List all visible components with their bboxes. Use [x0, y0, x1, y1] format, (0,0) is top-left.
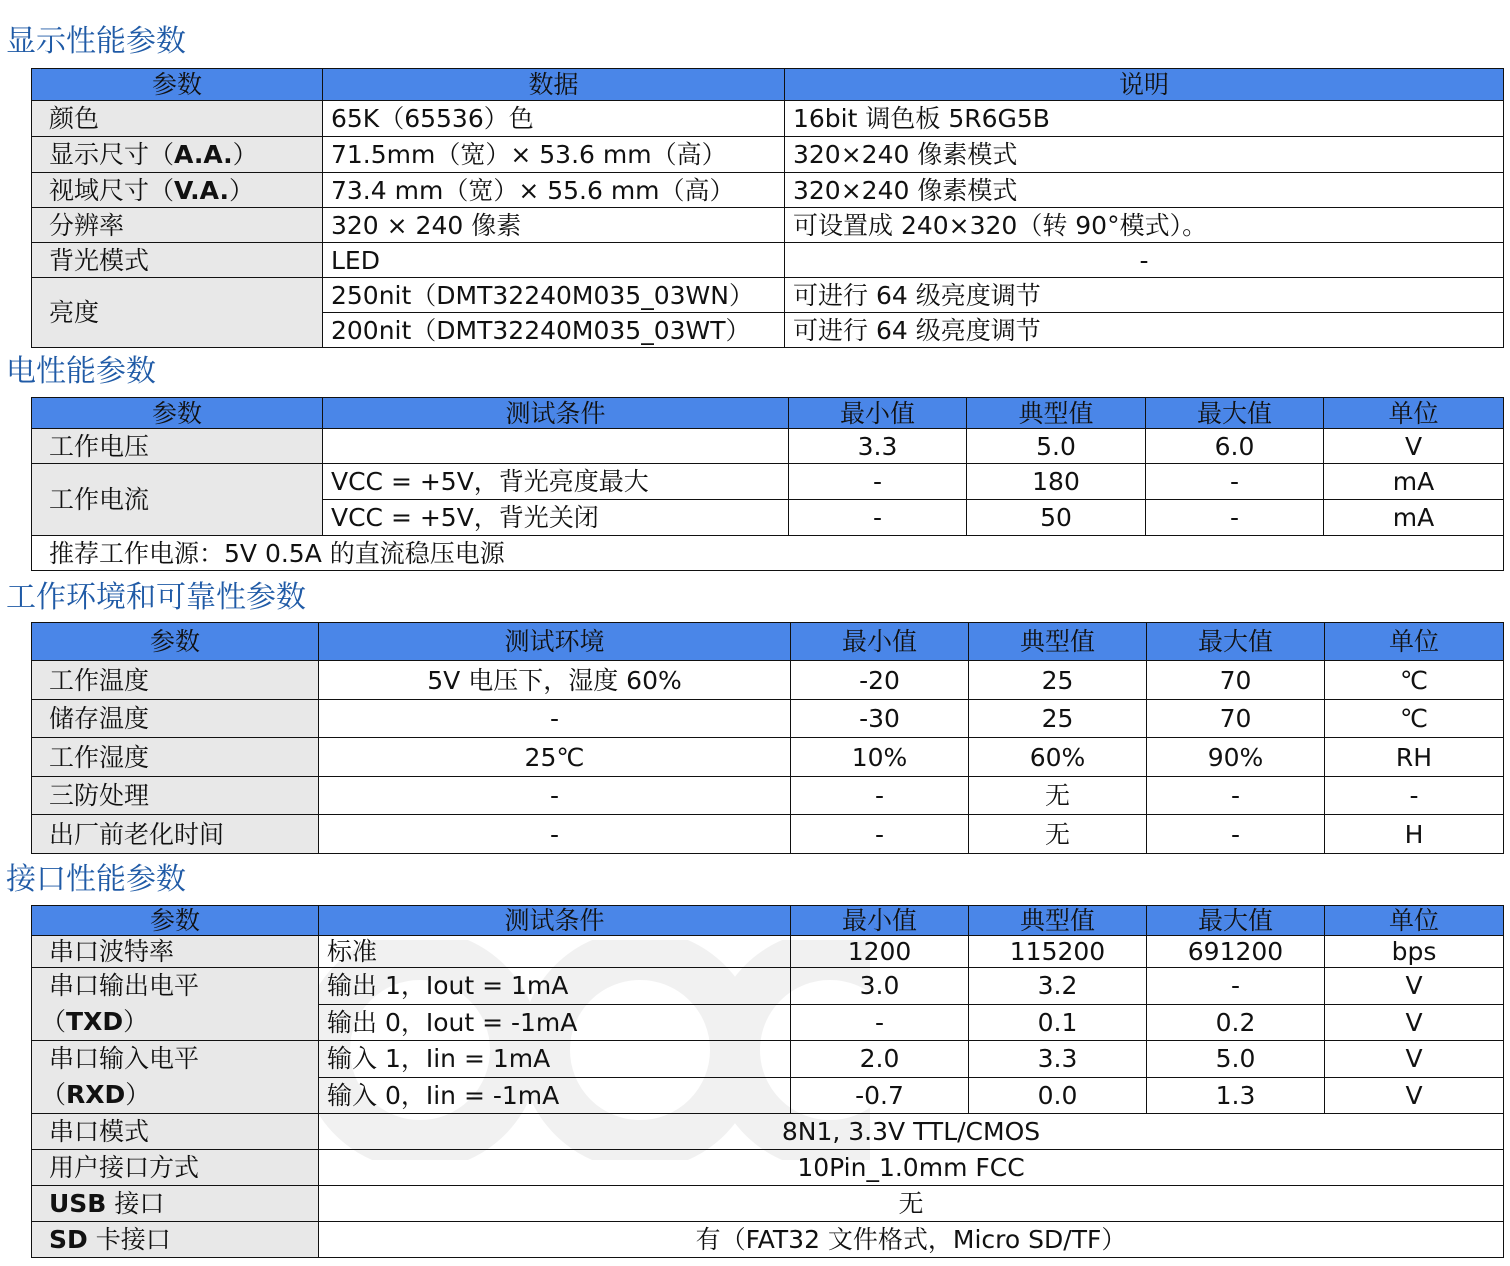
table-row	[32, 208, 1504, 243]
typ-cell: 5.0	[967, 429, 1146, 464]
typ-cell: 25	[969, 661, 1147, 700]
header-note: 说明	[785, 69, 1504, 101]
unit-cell: H	[1325, 815, 1504, 854]
max-cell: 5.0	[1147, 1041, 1325, 1078]
header-condition: 测试环境	[319, 623, 791, 661]
unit-cell: V	[1324, 429, 1504, 464]
data-cell: 71.5mm（宽）× 53.6 mm（高）	[323, 137, 785, 173]
unit-cell: V	[1325, 1004, 1504, 1041]
table-row	[32, 700, 1504, 738]
max-cell: 90%	[1147, 738, 1325, 777]
param-cell: 工作电压	[32, 429, 323, 464]
condition-cell: VCC = +5V，背光亮度最大	[323, 464, 789, 500]
unit-cell: bps	[1325, 936, 1504, 968]
min-cell: 2.0	[791, 1041, 969, 1078]
typ-cell: 3.2	[969, 968, 1147, 1005]
note-cell: 可进行 64 级亮度调节	[785, 313, 1504, 348]
header-param: 参数	[32, 623, 319, 661]
min-cell: -30	[791, 700, 969, 738]
param-cell: USB 接口	[32, 1186, 319, 1222]
value-cell: 有（FAT32 文件格式，Micro SD/TF）	[319, 1222, 1504, 1258]
unit-cell: ℃	[1325, 700, 1504, 738]
header-condition: 测试条件	[319, 906, 791, 936]
typ-cell: 60%	[969, 738, 1147, 777]
note-cell: 320×240 像素模式	[785, 173, 1504, 208]
param-cell: 工作湿度	[32, 738, 319, 777]
param-cell: 串口输入电平 （RXD）	[32, 1041, 319, 1114]
condition-cell: -	[319, 815, 791, 854]
table-row	[32, 429, 1504, 464]
min-cell: -	[791, 815, 969, 854]
table-row	[32, 173, 1504, 208]
max-cell: 70	[1147, 700, 1325, 738]
value-cell: 10Pin_1.0mm FCC	[319, 1150, 1504, 1186]
header-condition: 测试条件	[323, 398, 789, 429]
table-header-row	[32, 623, 1504, 661]
max-cell: -	[1147, 777, 1325, 815]
header-max: 最大值	[1146, 398, 1324, 429]
condition-cell: 输入 1，Iin = 1mA	[319, 1041, 791, 1078]
section-title-interface: 接口性能参数	[6, 862, 186, 897]
param-cell: 串口输出电平 （TXD）	[32, 968, 319, 1041]
note-cell: -	[785, 243, 1504, 278]
condition-cell: 输入 0，Iin = -1mA	[319, 1077, 791, 1114]
data-cell: 73.4 mm（宽）× 55.6 mm（高）	[323, 173, 785, 208]
param-cell: 亮度	[32, 278, 323, 348]
param-cell: 工作温度	[32, 661, 319, 700]
max-cell: -	[1147, 815, 1325, 854]
param-cell: 颜色	[32, 101, 323, 137]
header-data: 数据	[323, 69, 785, 101]
header-unit: 单位	[1325, 623, 1504, 661]
table-row	[32, 1114, 1504, 1150]
param-cell: 出厂前老化时间	[32, 815, 319, 854]
table-row	[32, 661, 1504, 700]
typ-cell: 3.3	[969, 1041, 1147, 1078]
param-cell: 工作电流	[32, 464, 323, 536]
max-cell: 6.0	[1146, 429, 1324, 464]
condition-cell: 标准	[319, 936, 791, 968]
param-cell: 串口模式	[32, 1114, 319, 1150]
min-cell: -	[791, 1004, 969, 1041]
table-row	[32, 1150, 1504, 1186]
table-row	[32, 243, 1504, 278]
unit-cell: V	[1325, 1077, 1504, 1114]
header-max: 最大值	[1147, 906, 1325, 936]
header-typ: 典型值	[967, 398, 1146, 429]
min-cell: 3.3	[789, 429, 967, 464]
header-param: 参数	[32, 906, 319, 936]
condition-cell: -	[319, 700, 791, 738]
data-cell: LED	[323, 243, 785, 278]
electrical-spec-table	[31, 397, 1504, 571]
table-header-row	[32, 69, 1504, 101]
table-header-row	[32, 906, 1504, 936]
param-cell: 用户接口方式	[32, 1150, 319, 1186]
table-row	[32, 1041, 1504, 1078]
min-cell: 1200	[791, 936, 969, 968]
note-cell: 可进行 64 级亮度调节	[785, 278, 1504, 313]
typ-cell: 115200	[969, 936, 1147, 968]
header-min: 最小值	[789, 398, 967, 429]
param-cell: 分辨率	[32, 208, 323, 243]
min-cell: -0.7	[791, 1077, 969, 1114]
header-typ: 典型值	[969, 623, 1147, 661]
param-cell: SD 卡接口	[32, 1222, 319, 1258]
param-cell: 显示尺寸（A.A.）	[32, 137, 323, 173]
min-cell: -	[789, 464, 967, 500]
max-cell: 0.2	[1147, 1004, 1325, 1041]
header-max: 最大值	[1147, 623, 1325, 661]
table-row	[32, 278, 1504, 313]
table-row	[32, 936, 1504, 968]
table-row	[32, 137, 1504, 173]
min-cell: -	[791, 777, 969, 815]
param-cell: 储存温度	[32, 700, 319, 738]
typ-cell: 0.1	[969, 1004, 1147, 1041]
value-cell: 8N1, 3.3V TTL/CMOS	[319, 1114, 1504, 1150]
section-title-display: 显示性能参数	[6, 24, 186, 59]
condition-cell: -	[319, 777, 791, 815]
value-cell: 无	[319, 1186, 1504, 1222]
typ-cell: 50	[967, 500, 1146, 536]
typ-cell: 180	[967, 464, 1146, 500]
unit-cell: RH	[1325, 738, 1504, 777]
data-cell: 65K（65536）色	[323, 101, 785, 137]
condition-cell: 5V 电压下，湿度 60%	[319, 661, 791, 700]
max-cell: 70	[1147, 661, 1325, 700]
note-cell: 320×240 像素模式	[785, 137, 1504, 173]
max-cell: 1.3	[1147, 1077, 1325, 1114]
max-cell: -	[1147, 968, 1325, 1005]
unit-cell: -	[1325, 777, 1504, 815]
unit-cell: mA	[1324, 464, 1504, 500]
typ-cell: 无	[969, 815, 1147, 854]
unit-cell: ℃	[1325, 661, 1504, 700]
param-cell: 背光模式	[32, 243, 323, 278]
condition-cell: 输出 1，Iout = 1mA	[319, 968, 791, 1005]
table-header-row	[32, 398, 1504, 429]
max-cell: -	[1146, 500, 1324, 536]
param-cell: 视域尺寸（V.A.）	[32, 173, 323, 208]
display-spec-table	[31, 68, 1504, 348]
max-cell: -	[1146, 464, 1324, 500]
min-cell: 3.0	[791, 968, 969, 1005]
table-row	[32, 777, 1504, 815]
table-row	[32, 536, 1504, 571]
data-cell: 200nit（DMT32240M035_03WT）	[323, 313, 785, 348]
environment-spec-table	[31, 622, 1504, 854]
param-cell: 串口波特率	[32, 936, 319, 968]
max-cell: 691200	[1147, 936, 1325, 968]
table-row	[32, 1186, 1504, 1222]
table-row	[32, 968, 1504, 1005]
header-unit: 单位	[1324, 398, 1504, 429]
header-min: 最小值	[791, 906, 969, 936]
unit-cell: mA	[1324, 500, 1504, 536]
note-cell: 16bit 调色板 5R6G5B	[785, 101, 1504, 137]
section-title-electrical: 电性能参数	[6, 354, 156, 389]
header-param: 参数	[32, 398, 323, 429]
table-row	[32, 101, 1504, 137]
table-row	[32, 815, 1504, 854]
table-row	[32, 1222, 1504, 1258]
unit-cell: V	[1325, 1041, 1504, 1078]
data-cell: 250nit（DMT32240M035_03WN）	[323, 278, 785, 313]
typ-cell: 0.0	[969, 1077, 1147, 1114]
power-note: 推荐工作电源：5V 0.5A 的直流稳压电源	[32, 536, 1504, 571]
typ-cell: 25	[969, 700, 1147, 738]
condition-cell: 输出 0，Iout = -1mA	[319, 1004, 791, 1041]
condition-cell: VCC = +5V，背光关闭	[323, 500, 789, 536]
condition-cell: 25℃	[319, 738, 791, 777]
table-row	[32, 464, 1504, 500]
unit-cell: V	[1325, 968, 1504, 1005]
note-cell: 可设置成 240×320（转 90°模式）。	[785, 208, 1504, 243]
section-title-environment: 工作环境和可靠性参数	[6, 580, 306, 615]
typ-cell: 无	[969, 777, 1147, 815]
header-unit: 单位	[1325, 906, 1504, 936]
header-param: 参数	[32, 69, 323, 101]
param-cell: 三防处理	[32, 777, 319, 815]
min-cell: -20	[791, 661, 969, 700]
header-min: 最小值	[791, 623, 969, 661]
interface-spec-table	[31, 905, 1504, 1258]
min-cell: 10%	[791, 738, 969, 777]
min-cell: -	[789, 500, 967, 536]
table-row	[32, 738, 1504, 777]
condition-cell	[323, 429, 789, 464]
data-cell: 320 × 240 像素	[323, 208, 785, 243]
header-typ: 典型值	[969, 906, 1147, 936]
